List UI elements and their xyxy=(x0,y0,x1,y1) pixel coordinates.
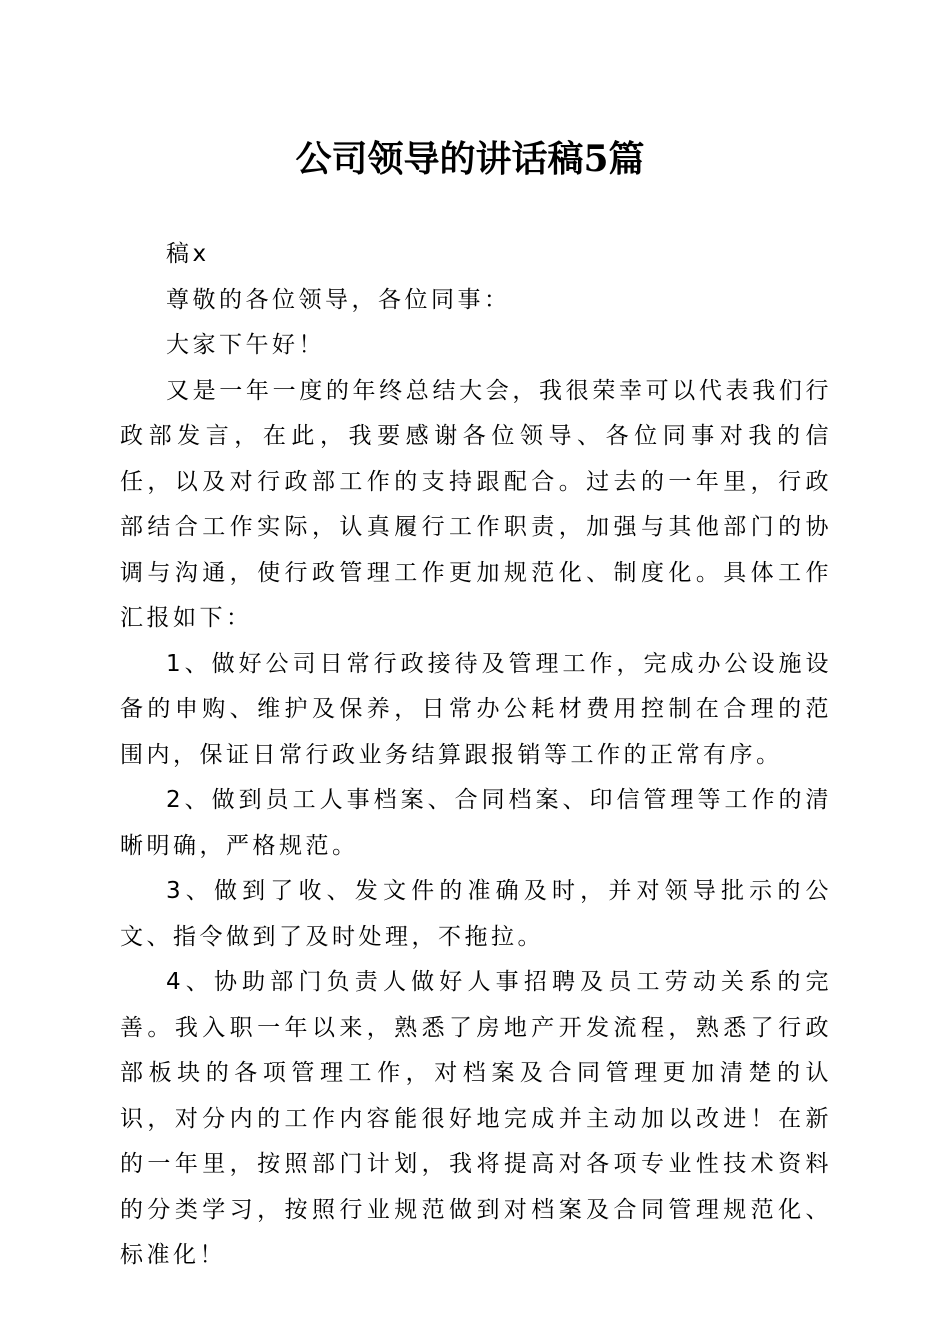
paragraph-greeting: 大家下午好！ xyxy=(166,332,325,358)
document-body xyxy=(120,232,832,1279)
paragraph-salutation: 尊敬的各位领导，各位同事： xyxy=(166,286,511,313)
paragraph-item-2: 2、做到员工人事档案、合同档案、印信管理等工作的清晰明确，严格规范。 xyxy=(120,787,832,859)
paragraph-intro: 又是一年一度的年终总结大会，我很荣幸可以代表我们行政部发言，在此，我要感谢各位领导、各位同事对我的信任，以及对行政部工作的支持跟配合。过去的一年里，行政部结合工作实际，认真履行工作职责，加强与其他部门的协调与沟通，使行政管理工作更加规范化、制度化。具体工作汇报如下： xyxy=(120,377,832,631)
paragraph-item-1: 1、做好公司日常行政接待及管理工作，完成办公设施设备的申购、维护及保养，日常办公耗材费用控制在合理的范围内，保证日常行政业务结算跟报销等工作的正常有序。 xyxy=(120,650,832,768)
paragraph-item-3: 3、做到了收、发文件的准确及时，并对领导批示的公文、指令做到了及时处理，不拖拉。 xyxy=(120,878,832,950)
paragraph-draft-label: 稿x xyxy=(166,241,210,267)
paragraph-item-4: 4、协助部门负责人做好人事招聘及员工劳动关系的完善。我入职一年以来，熟悉了房地产开发流程，熟悉了行政部板块的各项管理工作，对档案及合同管理更加清楚的认识，对分内的工作内容能很好地完成并主动加以改进！在新的一年里，按照部门计划，我将提高对各项专业性技术资料的分类学习，按照行业规范做到对档案及合同管理规范化、标准化！ xyxy=(120,969,832,1268)
document-title: 公司领导的讲话稿5篇 xyxy=(295,138,645,180)
